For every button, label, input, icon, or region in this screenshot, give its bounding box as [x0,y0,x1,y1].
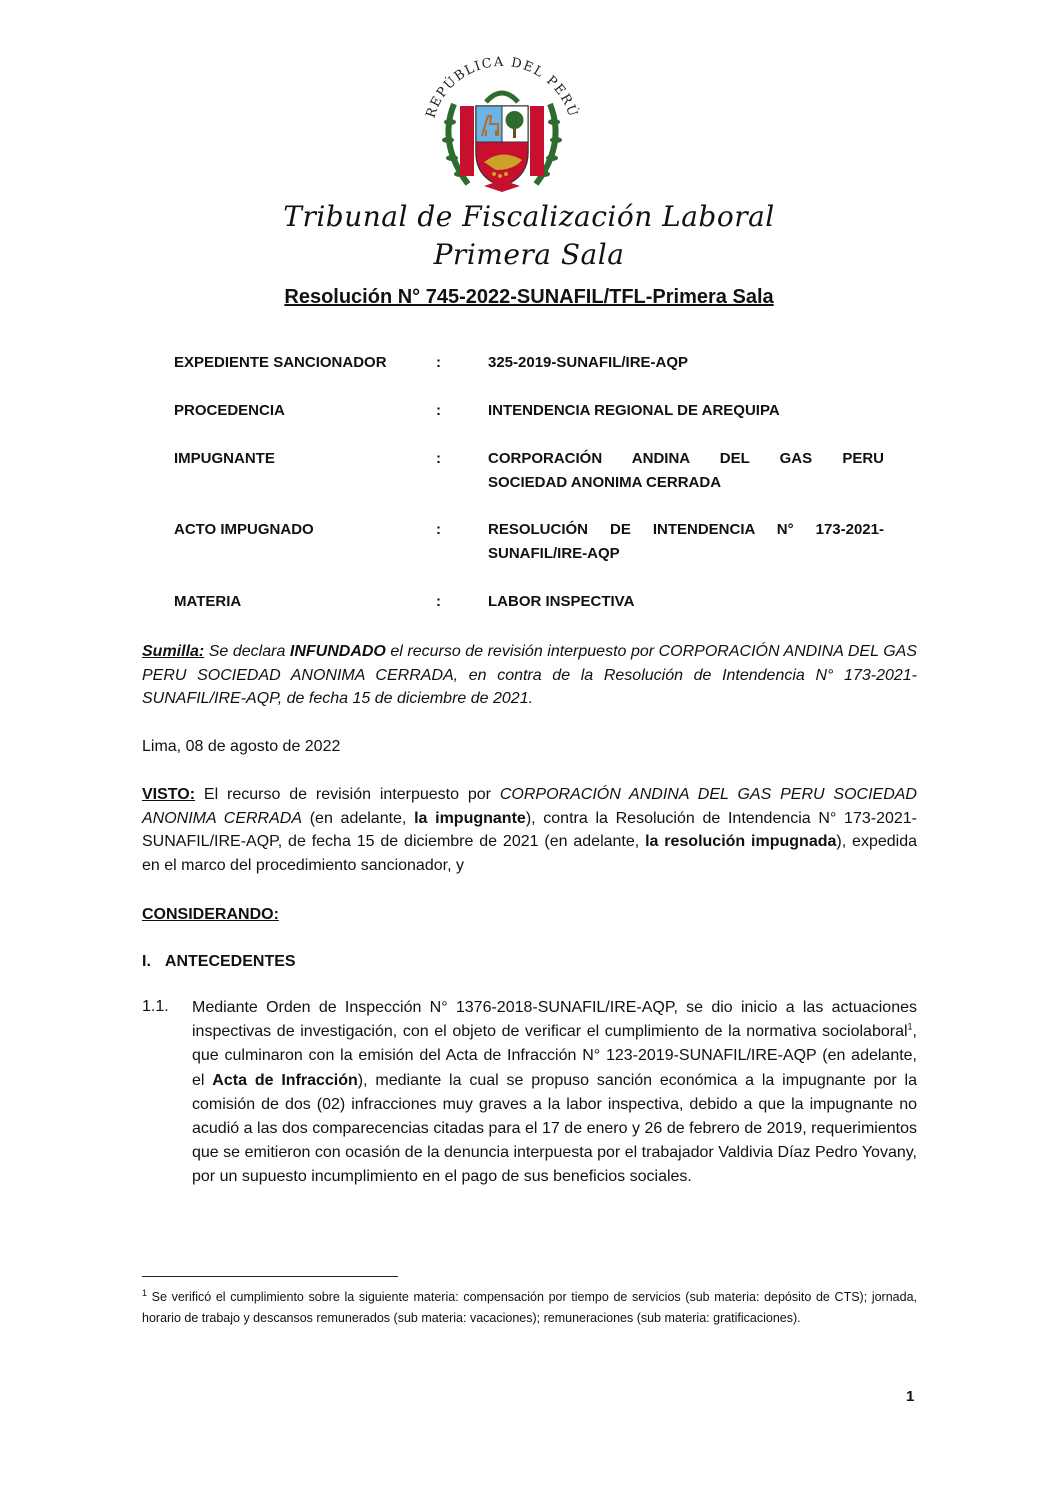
meta-label: IMPUGNANTE [174,450,275,467]
visto-text: (en adelante, [302,809,415,827]
sumilla-text: el recurso de revisión interpuesto por CORPORACIÓN ANDINA DEL GAS PERU SOCIEDAD ANONIMA CERRADA, en contra de la Resolución de Intendencia N° 173-2021-SUNAFIL/IRE-AQP, de fecha 15 de diciembre de 2021. [142,643,917,707]
item-acta: Acta de Infracción [212,1071,358,1089]
meta-colon: : [436,402,441,419]
sumilla-paragraph [142,640,917,711]
section-heading [142,950,917,974]
footnote [142,1287,917,1329]
meta-value-line: SOCIEDAD ANONIMA CERRADA [488,474,722,491]
page-number: 1 [906,1388,915,1405]
meta-label: PROCEDENCIA [174,402,285,419]
peru-coat-of-arms-icon [414,44,590,204]
meta-label: EXPEDIENTE SANCIONADOR [174,354,387,371]
meta-colon: : [436,354,441,371]
item-number: 1.1. [142,998,169,1015]
footnote-ref[interactable]: 1 [907,1021,913,1032]
meta-colon: : [436,593,441,610]
tribunal-title: Tribunal de Fiscalización Laboral [283,200,775,233]
meta-value-line: SUNAFIL/IRE-AQP [488,545,620,562]
meta-value: 325-2019-SUNAFIL/IRE-AQP [488,354,689,371]
item-text: , que culminaron con la emisión del Acta de Infracción N° 123-2019-SUNAFIL/IRE-AQP (en adelante, el [192,1023,917,1089]
meta-value-line: CORPORACIÓN ANDINA DEL GAS PERU [488,450,884,467]
meta-colon: : [436,521,441,538]
sumilla-text: Se declara [204,643,290,660]
visto-paragraph [142,783,917,877]
footnote-divider [142,1276,398,1277]
resolution-title: Resolución N° 745-2022-SUNAFIL/TFL-Primera Sala [284,286,774,308]
section-title: ANTECEDENTES [164,953,296,970]
meta-label: MATERIA [174,593,242,610]
meta-colon: : [436,450,441,467]
sumilla-verdict: INFUNDADO [289,643,386,660]
visto-text: ), expedida en el marco del procedimiento sancionador, y [142,833,917,874]
footnote-number: 1 [142,1287,148,1298]
visto-label: VISTO: [142,786,196,803]
svg-text:REPÚBLICA DEL PERÚ: REPÚBLICA DEL PERÚ [423,54,581,120]
section-number: I. [142,953,151,970]
meta-value: LABOR INSPECTIVA [488,593,635,610]
sala-title: Primera Sala [433,238,625,271]
date-line: Lima, 08 de agosto de 2022 [142,738,341,755]
sumilla-label: Sumilla: [142,643,205,660]
item-paragraph [192,996,917,1190]
meta-label: ACTO IMPUGNADO [174,521,314,538]
visto-company: CORPORACIÓN ANDINA DEL GAS PERU SOCIEDAD ANONIMA CERRADA [142,786,917,827]
visto-text: El recurso de revisión interpuesto por [195,786,500,803]
meta-value: INTENDENCIA REGIONAL DE AREQUIPA [488,402,780,419]
considerando-heading: CONSIDERANDO: [142,906,279,923]
visto-text: ), contra la Resolución de Intendencia N° 173-2021-SUNAFIL/IRE-AQP, de fecha 15 de diciembre de 2021 (en adelante, [142,809,918,850]
visto-impugnante: la impugnante [414,809,526,827]
footnote-text: Se verificó el cumplimiento sobre la siguiente materia: compensación por tiempo de servicios (sub materia: depósito de CTS); jornada, horario de trabajo y descansos remunerados (sub materia: vacaciones); remuneraciones (sub materia: gratificaciones). [142,1290,917,1325]
meta-value-line: RESOLUCIÓN DE INTENDENCIA N° 173-2021- [488,521,884,538]
item-text: ), mediante la cual se propuso sanción económica a la impugnante por la comisión de dos (02) infracciones muy graves a la labor inspectiva, debido a que la impugnante no acudió a las dos comparecencias citadas para el 17 de enero y 26 de febrero de 2019, requerimientos que se emitieron con ocasión de la denuncia interpuesta por el trabajador Valdivia Díaz Pedro Yovany, por un supuesto incumplimiento en el pago de sus beneficios sociales. [192,1071,917,1186]
item-text: Mediante Orden de Inspección N° 1376-2018-SUNAFIL/IRE-AQP, se dio inicio a las actuaciones inspectivas de investigación, con el objeto de verificar el cumplimiento de la normativa sociolaboral [192,999,917,1041]
visto-resolucion: la resolución impugnada [645,833,837,850]
